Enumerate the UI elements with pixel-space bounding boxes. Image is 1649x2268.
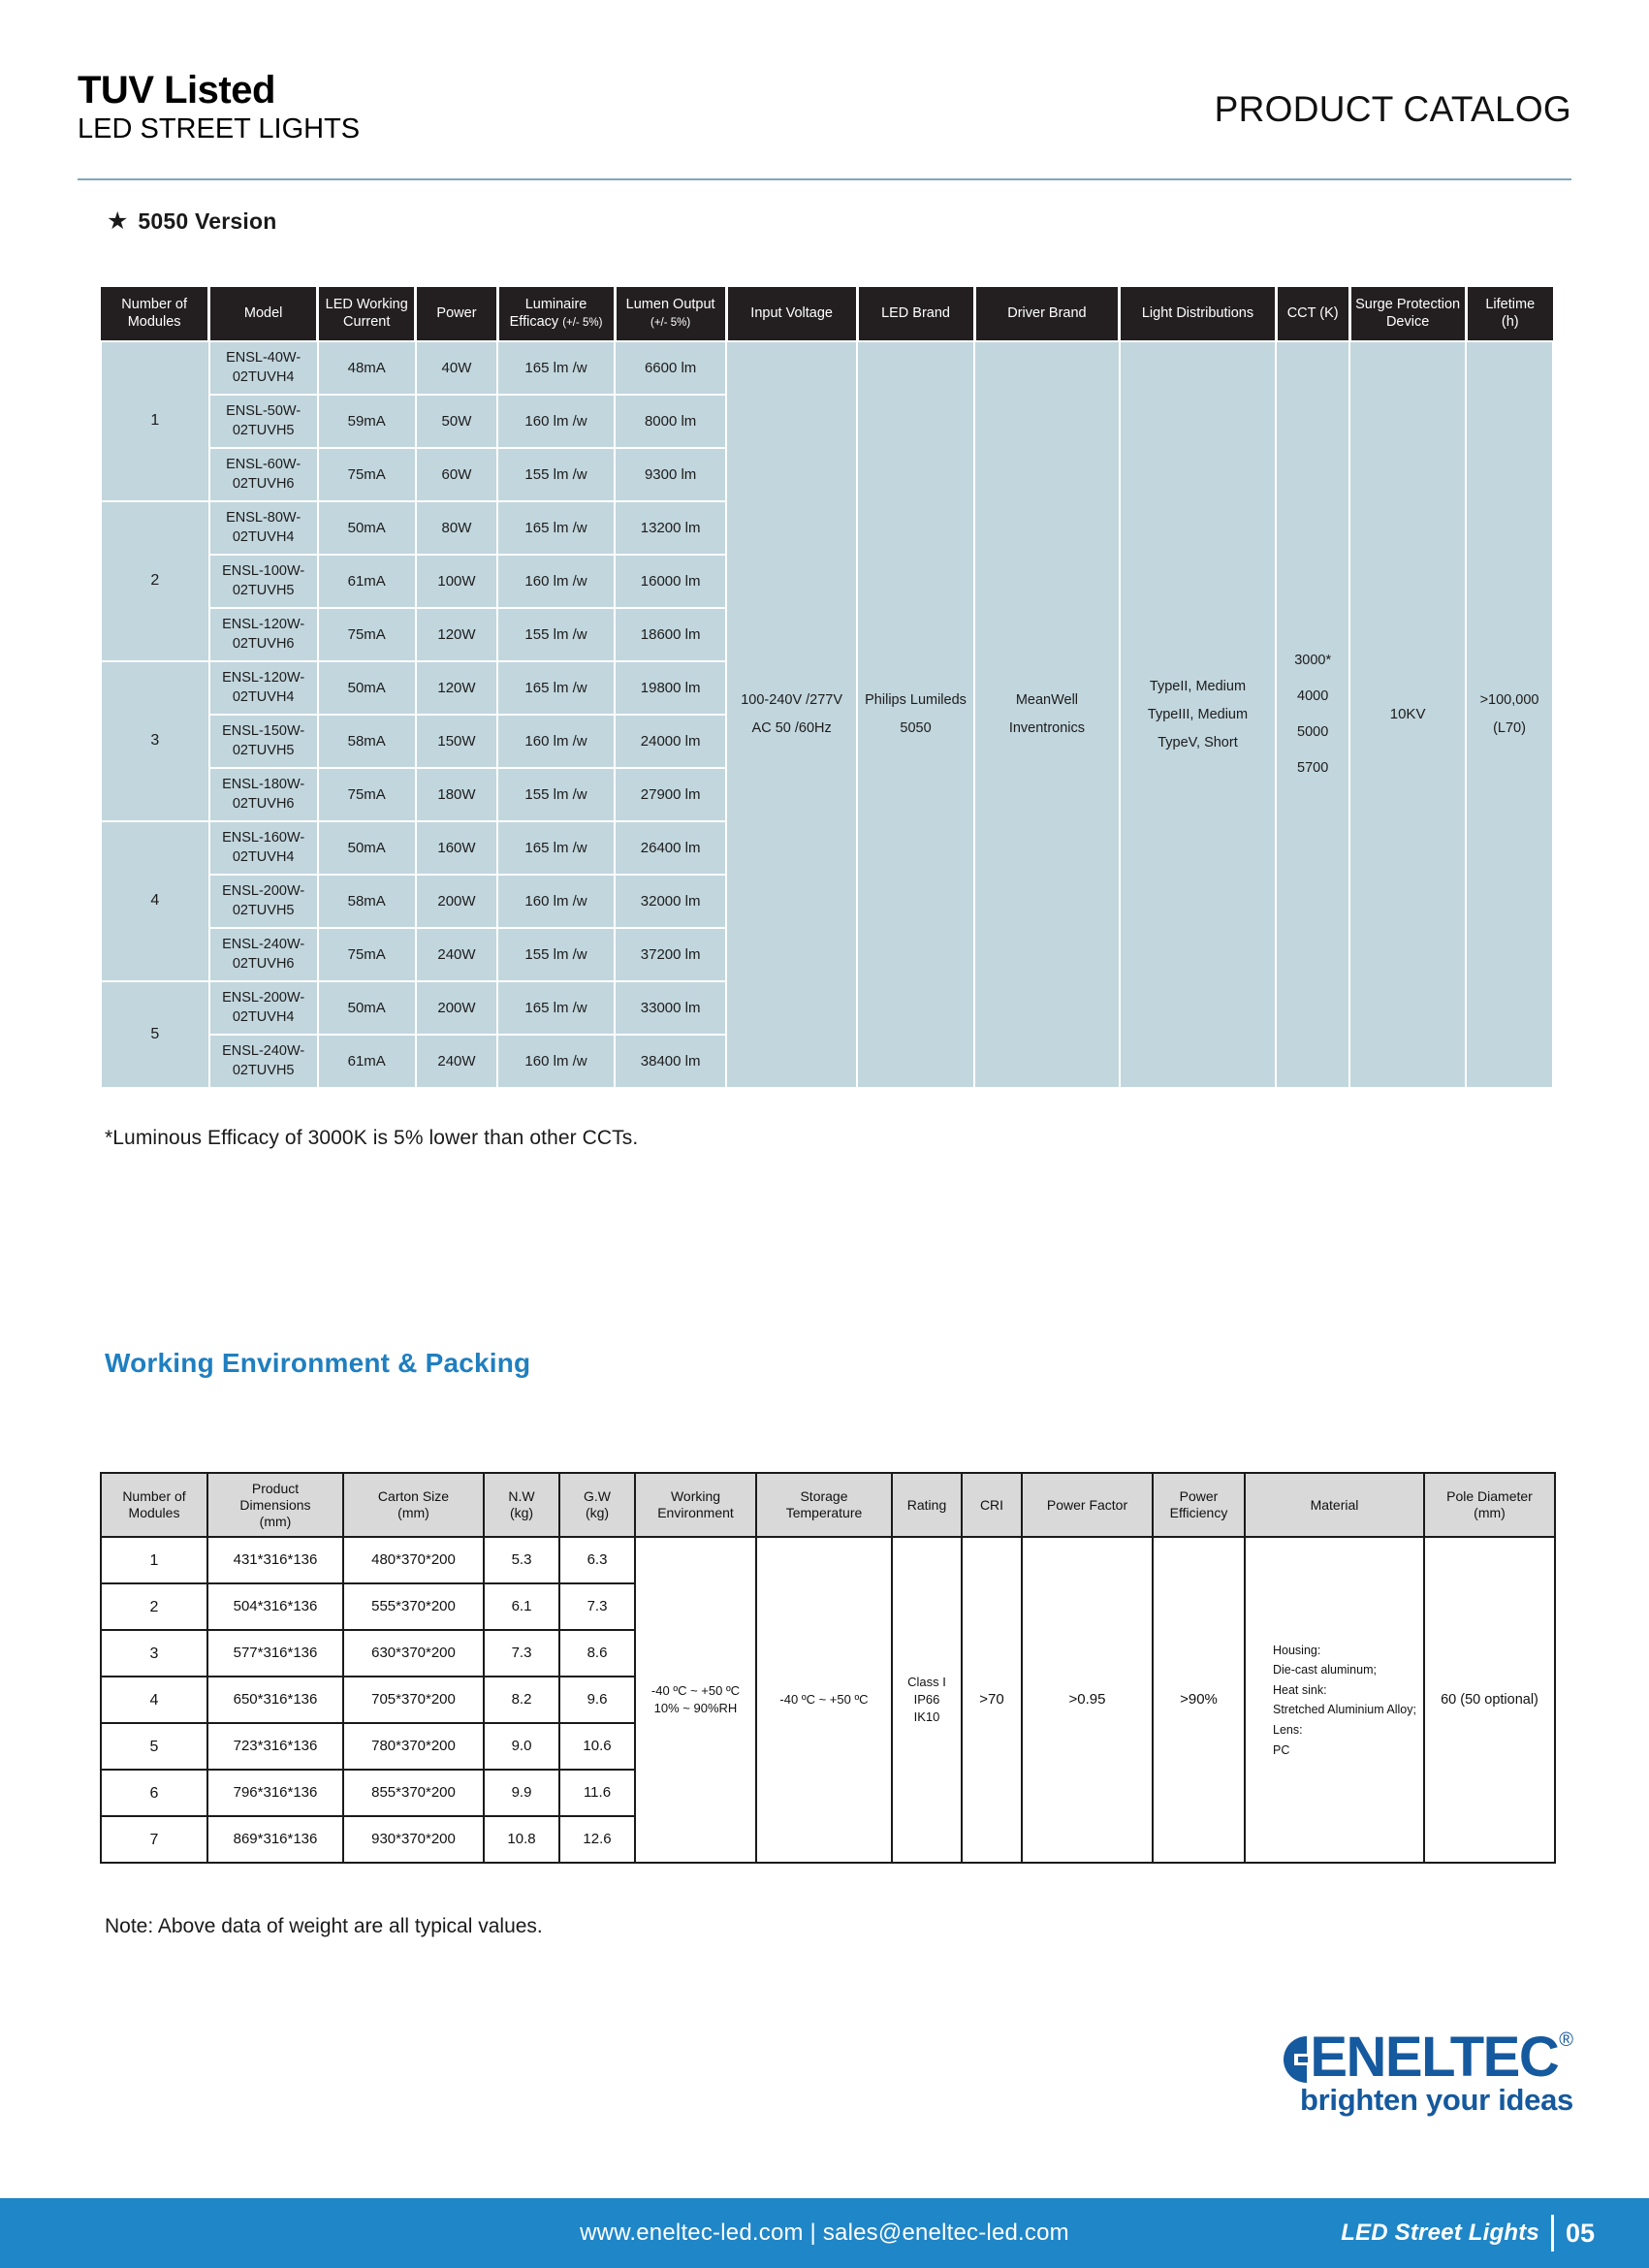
header-line: LED Working [325,296,408,312]
cell-lumen: 13200 lm [615,501,726,555]
cell-led-brand [857,341,974,1088]
header-line: Number of [122,1488,186,1505]
model-line: 02TUVH5 [232,902,295,918]
cell-net-weight: 5.3 [484,1537,559,1583]
header-line: Luminaire [524,296,587,312]
cell-efficacy: 155 lm /w [497,768,615,821]
cell-modules: 3 [101,1630,207,1677]
spec-table [100,287,1554,1089]
header-line: Temperature [785,1505,863,1521]
cell-gross-weight: 8.6 [559,1630,635,1677]
model-line: ENSL-100W- [222,562,305,579]
cell-product-dimensions: 796*316*136 [207,1770,343,1816]
cell-model [209,448,318,501]
header-line: Current [343,313,391,330]
material-line: Housing: [1273,1643,1321,1657]
cell-current: 50mA [318,821,416,875]
cell-net-weight: 10.8 [484,1816,559,1863]
cell-modules: 5 [101,1723,207,1770]
header-divider [78,178,1571,180]
cell-current: 75mA [318,768,416,821]
model-line: 02TUVH4 [232,528,295,545]
cell-current: 75mA [318,608,416,661]
col-pole-diameter [1424,1473,1555,1537]
cell-model [209,1035,318,1088]
model-line: ENSL-60W- [226,456,301,472]
cell-gross-weight: 6.3 [559,1537,635,1583]
model-line: 02TUVH4 [232,368,295,385]
cell-carton-size: 780*370*200 [343,1723,484,1770]
header-line: Device [1385,313,1430,330]
header-line: (mm) [397,1505,429,1521]
cell-lumen: 6600 lm [615,341,726,395]
header-line: Carton Size [377,1488,450,1505]
cell-gross-weight: 9.6 [559,1677,635,1723]
distribution-line: TypeV, Short [1157,734,1238,751]
cell-power-factor: >0.95 [1022,1537,1153,1863]
voltage-line: AC 50 /60Hz [751,720,832,736]
cell-power: 200W [416,981,497,1035]
cell-efficacy: 165 lm /w [497,981,615,1035]
cell-modules: 2 [101,501,209,661]
header-line: Power [1179,1488,1219,1505]
cell-lumen: 8000 lm [615,395,726,448]
material-line: Die-cast aluminum; [1273,1663,1377,1677]
header-line: (kg) [509,1505,534,1521]
cell-net-weight: 9.9 [484,1770,559,1816]
cell-power: 150W [416,715,497,768]
cell-pole-diameter: 60 (50 optional) [1424,1537,1555,1863]
header-line: Surge Protection [1355,296,1461,312]
footer-divider [1551,2215,1554,2252]
cell-power: 160W [416,821,497,875]
led-brand-line: 5050 [900,720,932,736]
spec-table-body [101,341,1553,1088]
model-line: 02TUVH4 [232,1008,295,1025]
col-number-of-modules [101,287,209,341]
cct-line: 5700 [1297,759,1329,776]
cell-power-efficiency: >90% [1153,1537,1245,1863]
cell-carton-size: 705*370*200 [343,1677,484,1723]
driver-brand-line: MeanWell [1015,692,1079,708]
cell-efficacy: 165 lm /w [497,821,615,875]
cct-line: 4000 [1297,688,1329,705]
material-line: PC [1273,1742,1290,1757]
material-line: Lens: [1273,1723,1303,1738]
packing-table [100,1472,1556,1864]
model-line: 02TUVH6 [232,795,295,812]
logo-tagline: brighten your ideas [1300,2083,1573,2117]
header-line: Dimensions [239,1496,311,1513]
cell-modules: 6 [101,1770,207,1816]
cell-efficacy: 155 lm /w [497,608,615,661]
led-brand-line: Philips Lumileds [865,692,967,708]
cell-current: 75mA [318,928,416,981]
cell-cri: >70 [962,1537,1022,1863]
cct-line: 5000 [1297,724,1329,740]
col-cri: CRI [962,1473,1022,1537]
header-line: Efficiency [1169,1505,1228,1521]
cell-power: 240W [416,1035,497,1088]
model-line: 02TUVH5 [232,1062,295,1078]
cell-modules: 4 [101,821,209,981]
cell-model [209,981,318,1035]
header-line: Lumen Output [625,296,715,312]
col-led-brand: LED Brand [857,287,974,341]
cell-lumen: 18600 lm [615,608,726,661]
header-left [78,70,360,146]
cell-current: 48mA [318,341,416,395]
header-line: Pole Diameter [1446,1488,1533,1505]
col-model: Model [209,287,318,341]
cell-gross-weight: 10.6 [559,1723,635,1770]
header-line: Environment [657,1505,734,1521]
spec-table-header-row [101,287,1553,341]
header-line: (mm) [259,1513,292,1529]
header-line: (kg) [585,1505,610,1521]
material-line: Heat sink: [1273,1682,1327,1697]
distribution-line: TypeII, Medium [1149,678,1247,694]
cell-working-environment [635,1537,756,1863]
cell-lifetime [1466,341,1553,1088]
cell-lumen: 26400 lm [615,821,726,875]
cell-current: 50mA [318,981,416,1035]
header-line: N.W [508,1488,535,1505]
header-line: Working [670,1488,721,1505]
col-light-distributions: Light Distributions [1120,287,1276,341]
cell-carton-size: 555*370*200 [343,1583,484,1630]
cell-model [209,501,318,555]
cell-product-dimensions: 504*316*136 [207,1583,343,1630]
cell-lumen: 27900 lm [615,768,726,821]
distribution-line: TypeIII, Medium [1147,706,1249,722]
cell-model [209,928,318,981]
cell-lumen: 38400 lm [615,1035,726,1088]
driver-brand-line: Inventronics [1008,720,1086,736]
weight-note: Note: Above data of weight are all typical values. [105,1915,543,1937]
header-line: G.W [584,1488,611,1505]
model-line: ENSL-120W- [222,616,305,632]
header-line: Modules [127,313,181,330]
lifetime-line: (L70) [1493,720,1526,736]
cell-model [209,875,318,928]
cell-power: 180W [416,768,497,821]
header-line: Lifetime [1485,296,1536,312]
cell-efficacy: 155 lm /w [497,928,615,981]
col-net-weight [484,1473,559,1537]
cell-model [209,341,318,395]
model-line: 02TUVH5 [232,742,295,758]
model-line: 02TUVH6 [232,955,295,972]
footer-contact: www.eneltec-led.com | sales@eneltec-led.com [580,2220,1069,2246]
col-gross-weight [559,1473,635,1537]
cell-current: 50mA [318,501,416,555]
col-power-efficiency [1153,1473,1245,1537]
cell-lumen: 19800 lm [615,661,726,715]
version-marker [107,208,276,235]
model-line: ENSL-50W- [226,402,301,419]
material-line: Stretched Aluminium Alloy; [1273,1703,1416,1717]
cell-carton-size: 480*370*200 [343,1537,484,1583]
page-number: 05 [1565,2218,1595,2248]
cell-efficacy: 165 lm /w [497,661,615,715]
cell-efficacy: 160 lm /w [497,715,615,768]
cell-model [209,608,318,661]
company-logo [1186,2026,1573,2118]
col-driver-brand: Driver Brand [974,287,1120,341]
cell-lumen: 33000 lm [615,981,726,1035]
cell-rating [892,1537,962,1863]
cell-model [209,395,318,448]
header-line: Product [251,1481,300,1496]
cell-model [209,715,318,768]
col-lifetime [1466,287,1553,341]
cell-product-dimensions: 577*316*136 [207,1630,343,1677]
col-working-environment [635,1473,756,1537]
cell-model [209,555,318,608]
registered-icon: ® [1559,2029,1573,2051]
cell-current: 58mA [318,875,416,928]
cell-model [209,821,318,875]
cell-product-dimensions: 650*316*136 [207,1677,343,1723]
cell-power: 240W [416,928,497,981]
cell-power: 60W [416,448,497,501]
cell-current: 50mA [318,661,416,715]
cell-current: 61mA [318,555,416,608]
table-row [101,341,1553,395]
cell-carton-size: 855*370*200 [343,1770,484,1816]
cell-power: 100W [416,555,497,608]
cell-product-dimensions: 869*316*136 [207,1816,343,1863]
cell-gross-weight: 11.6 [559,1770,635,1816]
cell-current: 61mA [318,1035,416,1088]
col-carton-size [343,1473,484,1537]
col-power: Power [416,287,497,341]
model-line: ENSL-160W- [222,829,305,846]
cell-lumen: 24000 lm [615,715,726,768]
cell-net-weight: 8.2 [484,1677,559,1723]
cell-efficacy: 160 lm /w [497,1035,615,1088]
catalog-label: PRODUCT CATALOG [1214,89,1571,129]
table-row [101,1537,1555,1583]
cell-efficacy: 155 lm /w [497,448,615,501]
cell-power: 200W [416,875,497,928]
cell-power: 80W [416,501,497,555]
cell-lumen: 9300 lm [615,448,726,501]
cell-power: 40W [416,341,497,395]
header-line: (h) [1501,313,1519,330]
header-line: Storage [800,1488,848,1505]
model-line: ENSL-180W- [222,776,305,792]
logo-wordmark-row [1186,2026,1573,2089]
cell-modules: 7 [101,1816,207,1863]
col-material: Material [1245,1473,1424,1537]
cell-net-weight: 6.1 [484,1583,559,1630]
model-line: ENSL-40W- [226,349,301,366]
cell-product-dimensions: 723*316*136 [207,1723,343,1770]
work-env-line: 10% ~ 90%RH [653,1701,738,1716]
cell-power: 120W [416,661,497,715]
cell-current: 75mA [318,448,416,501]
cell-lumen: 32000 lm [615,875,726,928]
model-line: 02TUVH4 [232,688,295,705]
footer-section-label: LED Street Lights [1341,2220,1539,2246]
cell-light-distributions [1120,341,1276,1088]
cell-power: 120W [416,608,497,661]
lifetime-line: >100,000 [1479,692,1539,708]
packing-table-body [101,1537,1555,1863]
version-label: 5050 Version [138,208,277,234]
model-line: ENSL-200W- [222,989,305,1006]
cell-modules: 3 [101,661,209,821]
model-line: ENSL-150W- [222,722,305,739]
col-lumen-output [615,287,726,341]
model-line: ENSL-120W- [222,669,305,686]
cell-power: 50W [416,395,497,448]
model-line: ENSL-240W- [222,936,305,952]
cell-gross-weight: 12.6 [559,1816,635,1863]
cell-carton-size: 930*370*200 [343,1816,484,1863]
cell-lumen: 16000 lm [615,555,726,608]
header-line: (mm) [1474,1505,1506,1521]
col-luminaire-efficacy [497,287,615,341]
header-line: Number of [121,296,187,312]
cell-model [209,768,318,821]
cell-net-weight: 7.3 [484,1630,559,1677]
star-icon: ★ [107,208,129,235]
page-footer [0,2198,1649,2268]
cell-modules: 1 [101,341,209,501]
page-subtitle: LED STREET LIGHTS [78,113,361,144]
cell-lumen: 37200 lm [615,928,726,981]
col-product-dimensions [207,1473,343,1537]
model-line: ENSL-200W- [222,882,305,899]
rating-line: IK10 [913,1709,940,1725]
col-number-of-modules [101,1473,207,1537]
cell-net-weight: 9.0 [484,1723,559,1770]
cell-efficacy: 160 lm /w [497,555,615,608]
efficacy-footnote: *Luminous Efficacy of 3000K is 5% lower than other CCTs. [105,1127,639,1149]
header-line: Modules [128,1505,180,1521]
col-cct: CCT (K) [1276,287,1349,341]
cell-efficacy: 165 lm /w [497,501,615,555]
logo-wordmark: ENELTEC [1310,2026,1559,2089]
model-line: 02TUVH5 [232,422,295,438]
model-line: 02TUVH6 [232,475,295,492]
cct-line: 3000* [1294,653,1332,669]
cell-modules: 1 [101,1537,207,1583]
header-line: Efficacy [509,313,559,330]
model-line: 02TUVH6 [232,635,295,652]
cell-surge-protection: 10KV [1349,341,1466,1088]
rating-line: Class I [907,1675,946,1690]
col-power-factor: Power Factor [1022,1473,1153,1537]
cell-carton-size: 630*370*200 [343,1630,484,1677]
col-rating: Rating [892,1473,962,1537]
cell-gross-weight: 7.3 [559,1583,635,1630]
packing-table-wrapper [100,1472,1554,1864]
cell-efficacy: 160 lm /w [497,875,615,928]
col-input-voltage: Input Voltage [726,287,857,341]
work-env-line: -40 ºC ~ +50 ºC [650,1683,741,1699]
page-title: TUV Listed [78,69,275,112]
rating-line: IP66 [913,1692,940,1708]
spec-table-wrapper [100,287,1554,1089]
cell-modules: 5 [101,981,209,1088]
cell-efficacy: 160 lm /w [497,395,615,448]
header-tolerance: (+/- 5%) [562,316,603,329]
cell-material [1245,1537,1424,1863]
cell-product-dimensions: 431*316*136 [207,1537,343,1583]
voltage-line: 100-240V /277V [741,692,843,708]
model-line: ENSL-240W- [222,1042,305,1059]
col-storage-temperature [756,1473,892,1537]
header-tolerance: (+/- 5%) [650,316,691,329]
col-led-working-current [318,287,416,341]
model-line: 02TUVH4 [232,848,295,865]
page-header [78,70,1571,176]
bulb-icon [1275,2034,1308,2085]
cell-efficacy: 165 lm /w [497,341,615,395]
cell-modules: 4 [101,1677,207,1723]
cell-model [209,661,318,715]
cell-current: 59mA [318,395,416,448]
model-line: 02TUVH5 [232,582,295,598]
cell-modules: 2 [101,1583,207,1630]
cell-cct [1276,341,1349,1088]
model-line: ENSL-80W- [226,509,301,526]
section-heading-packing: Working Environment & Packing [105,1348,531,1378]
packing-table-header-row [101,1473,1555,1537]
cell-storage-temperature: -40 ºC ~ +50 ºC [756,1537,892,1863]
cell-driver-brand [974,341,1120,1088]
cell-current: 58mA [318,715,416,768]
footer-right-group [1341,2215,1595,2252]
col-surge-protection-device [1349,287,1466,341]
cell-input-voltage [726,341,857,1088]
